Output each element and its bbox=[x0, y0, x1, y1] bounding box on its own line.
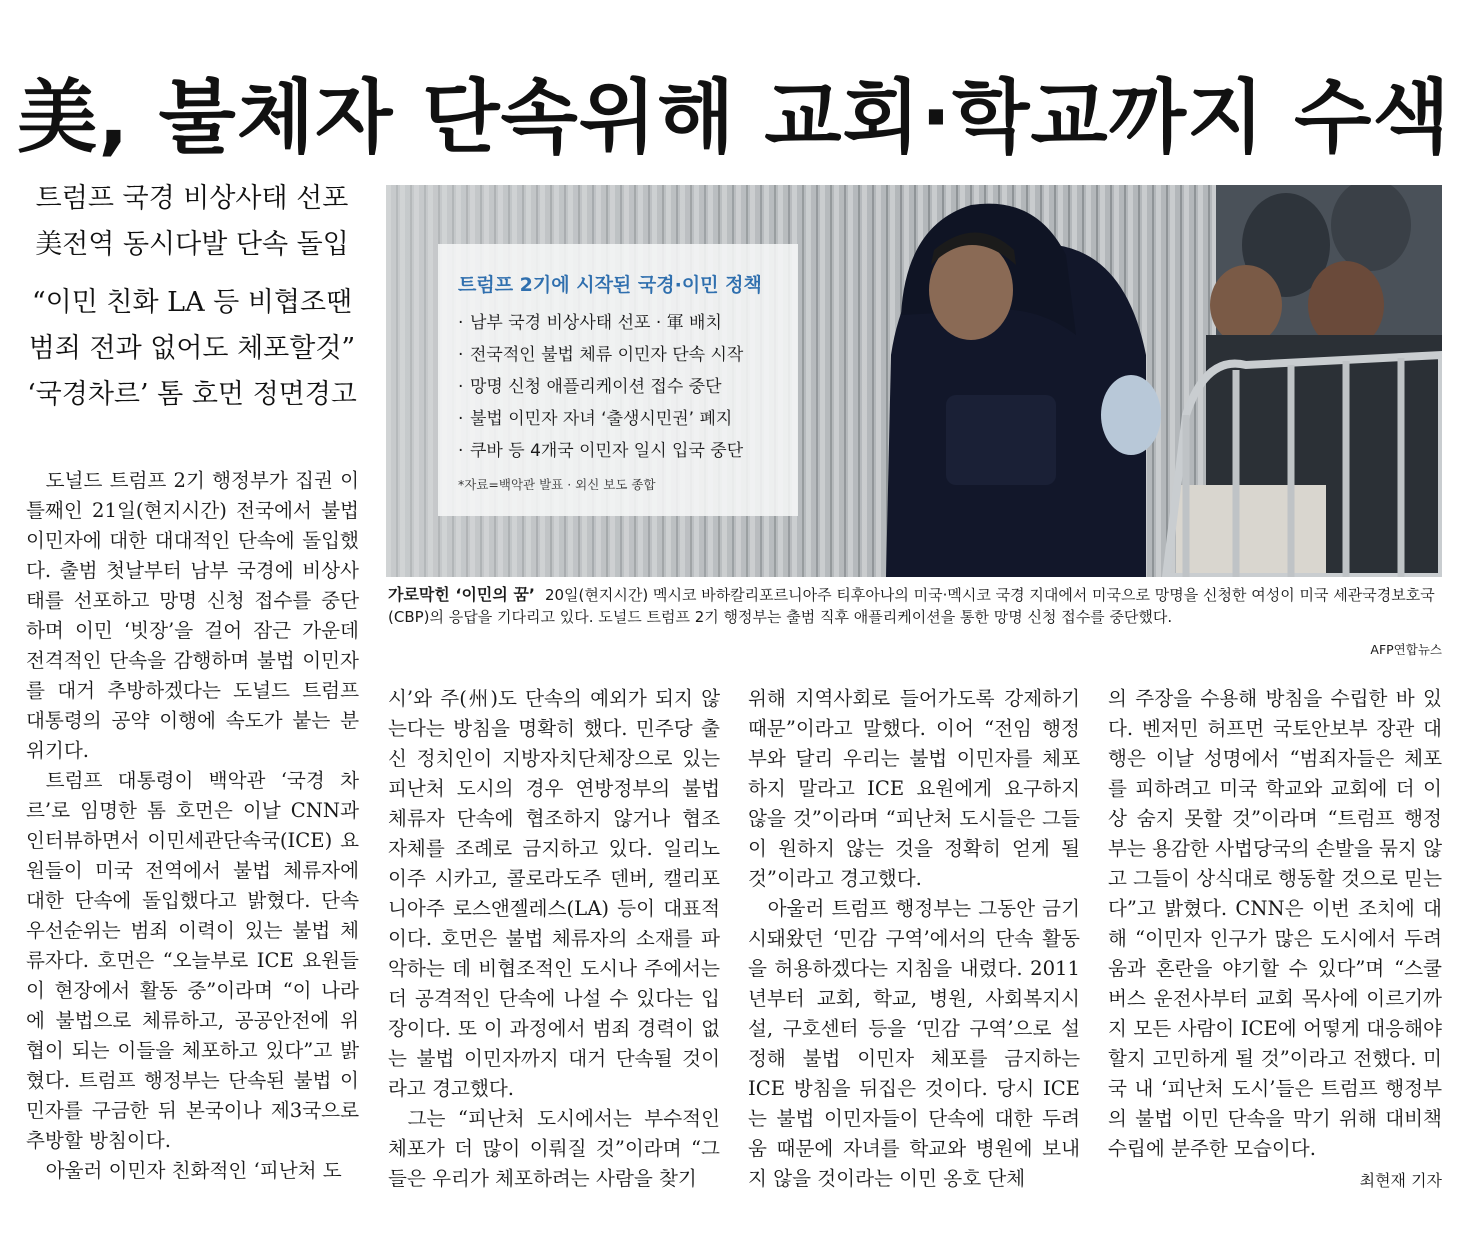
infobox-source: *자료=백악관 발표 · 외신 보도 종합 bbox=[458, 477, 656, 492]
subhead-line: 美전역 동시다발 단속 돌입 bbox=[35, 229, 349, 260]
headline: 美, 불체자 단속위해 교회·학교까지 수색 bbox=[17, 70, 1451, 164]
subhead-line: “이민 친화 LA 등 비협조땐 bbox=[31, 287, 353, 318]
article-column-3 bbox=[748, 684, 1080, 1194]
article-column-1 bbox=[26, 466, 359, 1186]
bullet-icon: · bbox=[458, 313, 464, 333]
subhead-line: 트럼프 국경 비상사태 선포 bbox=[35, 183, 349, 214]
infobox-item-text: 불법 이민자 자녀 ‘출생시민권’ 폐지 bbox=[470, 409, 733, 429]
paragraph: 도널드 트럼프 2기 행정부가 집권 이틀째인 21일(현지시간) 전국에서 불법 이민자에 대한 대대적인 단속에 돌입했다. 출범 첫날부터 남부 국경에 비상사태를 선포하고 망명 신청 접수를 중단하며 이민 ‘빗장’을 걸어 잠근 가운데 전격적인 단속을 감행하며 불법 이민자를 대거 추방하겠다는 도널드 트럼프 대통령의 공약 이행에 속도가 붙는 분위기다. bbox=[26, 469, 359, 762]
photo-caption bbox=[388, 584, 1442, 628]
infobox-item-text: 남부 국경 비상사태 선포 · 軍 배치 bbox=[470, 313, 722, 333]
infobox-title: 트럼프 2기에 시작된 국경·이민 정책 bbox=[458, 274, 762, 296]
subhead-group-1 bbox=[22, 176, 362, 268]
caption-text: 20일(현지시간) 멕시코 바하칼리포르니아주 티후아나의 미국·멕시코 국경 지대에서 미국으로 망명을 신청한 여성이 미국 세관국경보호국(CBP)의 응답을 기다리고 있다. 도널드 트럼프 2기 행정부는 출범 직후 애플리케이션을 통한 망명 신청 접수를 중단했다. bbox=[388, 586, 1435, 626]
policy-infobox bbox=[438, 244, 798, 516]
paragraph: 시’와 주(州)도 단속의 예외가 되지 않는다는 방침을 명확히 했다. 민주당 출신 정치인이 지방자치단체장으로 있는 피난처 도시의 경우 연방정부의 불법 체류자 단속에 협조하지 않거나 협조 자체를 조례로 금지하고 있다. 일리노이주 시카고, 콜로라도주 덴버, 캘리포니아주 로스앤젤레스(LA) 등이 대표적이다. 호먼은 불법 체류자의 소재를 파악하는 데 비협조적인 도시나 주에서는 더 공격적인 단속에 나설 수 있다는 입장이다. 또 이 과정에서 범죄 경력이 없는 불법 이민자까지 대거 단속될 것이라고 경고했다. bbox=[388, 687, 720, 1100]
article-column-4 bbox=[1108, 684, 1442, 1196]
photo-credit: AFP연합뉴스 bbox=[1370, 642, 1442, 657]
bullet-icon: · bbox=[458, 441, 464, 461]
infobox-item-text: 전국적인 불법 체류 이민자 단속 시작 bbox=[470, 345, 744, 365]
paragraph: 위해 지역사회로 들어가도록 강제하기 때문”이라고 말했다. 이어 “전임 행정부와 달리 우리는 불법 이민자를 체포하지 말라고 ICE 요원에게 요구하지 않을 것”이라며 “피난처 도시들은 그들이 원하지 않는 것을 정확히 얻게 될 것”이라고 경고했다. bbox=[748, 687, 1080, 890]
paragraph: 아울러 트럼프 행정부는 그동안 금기시돼왔던 ‘민감 구역’에서의 단속 활동을 허용하겠다는 지침을 내렸다. 2011년부터 교회, 학교, 병원, 사회복지시설, 구호센터 등을 ‘민감 구역’으로 설정해 불법 이민자 체포를 금지하는 ICE 방침을 뒤집은 것이다. 당시 ICE는 불법 이민자들이 단속에 대한 두려움 때문에 자녀를 학교와 병원에 보내지 않을 것이라는 이민 옹호 단체 bbox=[748, 897, 1080, 1190]
subhead-line: 범죄 전과 없어도 체포할것” bbox=[28, 333, 356, 364]
paragraph: 의 주장을 수용해 방침을 수립한 바 있다. 벤저민 허프먼 국토안보부 장관 대행은 이날 성명에서 “범죄자들은 체포를 피하려고 미국 학교와 교회에 더 이상 숨지 못할 것”이라며 “트럼프 행정부는 용감한 사법당국의 손발을 묶지 않고 그들이 상식대로 행동할 것으로 믿는다”고 밝혔다. CNN은 이번 조치에 대해 “이민자 인구가 많은 도시에서 두려움과 혼란을 야기할 수 있다”며 “스쿨버스 운전사부터 교회 목사에 이르기까지 모든 사람이 ICE에 어떻게 대응해야 할지 고민하게 될 것”이라고 전했다. 미국 내 ‘피난처 도시’들은 트럼프 행정부의 불법 이민 단속을 막기 위해 대비책 수립에 분주한 모습이다. bbox=[1108, 687, 1442, 1160]
subhead-group-2 bbox=[22, 280, 362, 418]
infobox-item bbox=[458, 307, 776, 339]
infobox-item bbox=[458, 339, 776, 371]
caption-title: 가로막힌 ‘이민의 꿈’ bbox=[388, 585, 535, 604]
infobox-item-text: 쿠바 등 4개국 이민자 일시 입국 중단 bbox=[470, 441, 744, 461]
bullet-icon: · bbox=[458, 409, 464, 429]
paragraph: 트럼프 대통령이 백악관 ‘국경 차르’로 임명한 톰 호먼은 이날 CNN과 인터뷰하면서 이민세관단속국(ICE) 요원들이 미국 전역에서 불법 체류자에 대한 단속에 돌입했다고 밝혔다. 단속 우선순위는 범죄 이력이 있는 불법 체류자다. 호먼은 “오늘부로 ICE 요원들이 현장에서 활동 중”이라며 “이 나라에 불법으로 체류하고, 공공안전에 위협이 되는 이들을 체포하고 있다”고 밝혔다. 트럼프 행정부는 단속된 불법 이민자를 구금한 뒤 본국이나 제3국으로 추방할 방침이다. bbox=[26, 769, 359, 1152]
paragraph: 아울러 이민자 친화적인 ‘피난처 도 bbox=[45, 1159, 342, 1182]
subheads bbox=[22, 176, 362, 430]
infobox-item bbox=[458, 435, 776, 467]
infobox-item-text: 망명 신청 애플리케이션 접수 중단 bbox=[470, 377, 722, 397]
paragraph: 그는 “피난처 도시에서는 부수적인 체포가 더 많이 이뤄질 것”이라며 “그들은 우리가 체포하려는 사람을 찾기 bbox=[388, 1107, 720, 1190]
byline: 최현재 기자 bbox=[1359, 1171, 1442, 1190]
article-column-2 bbox=[388, 684, 720, 1194]
bullet-icon: · bbox=[458, 345, 464, 365]
infobox-item bbox=[458, 371, 776, 403]
subhead-line: ‘국경차르’ 톰 호먼 정면경고 bbox=[27, 379, 357, 410]
infobox-item bbox=[458, 403, 776, 435]
bullet-icon: · bbox=[458, 377, 464, 397]
